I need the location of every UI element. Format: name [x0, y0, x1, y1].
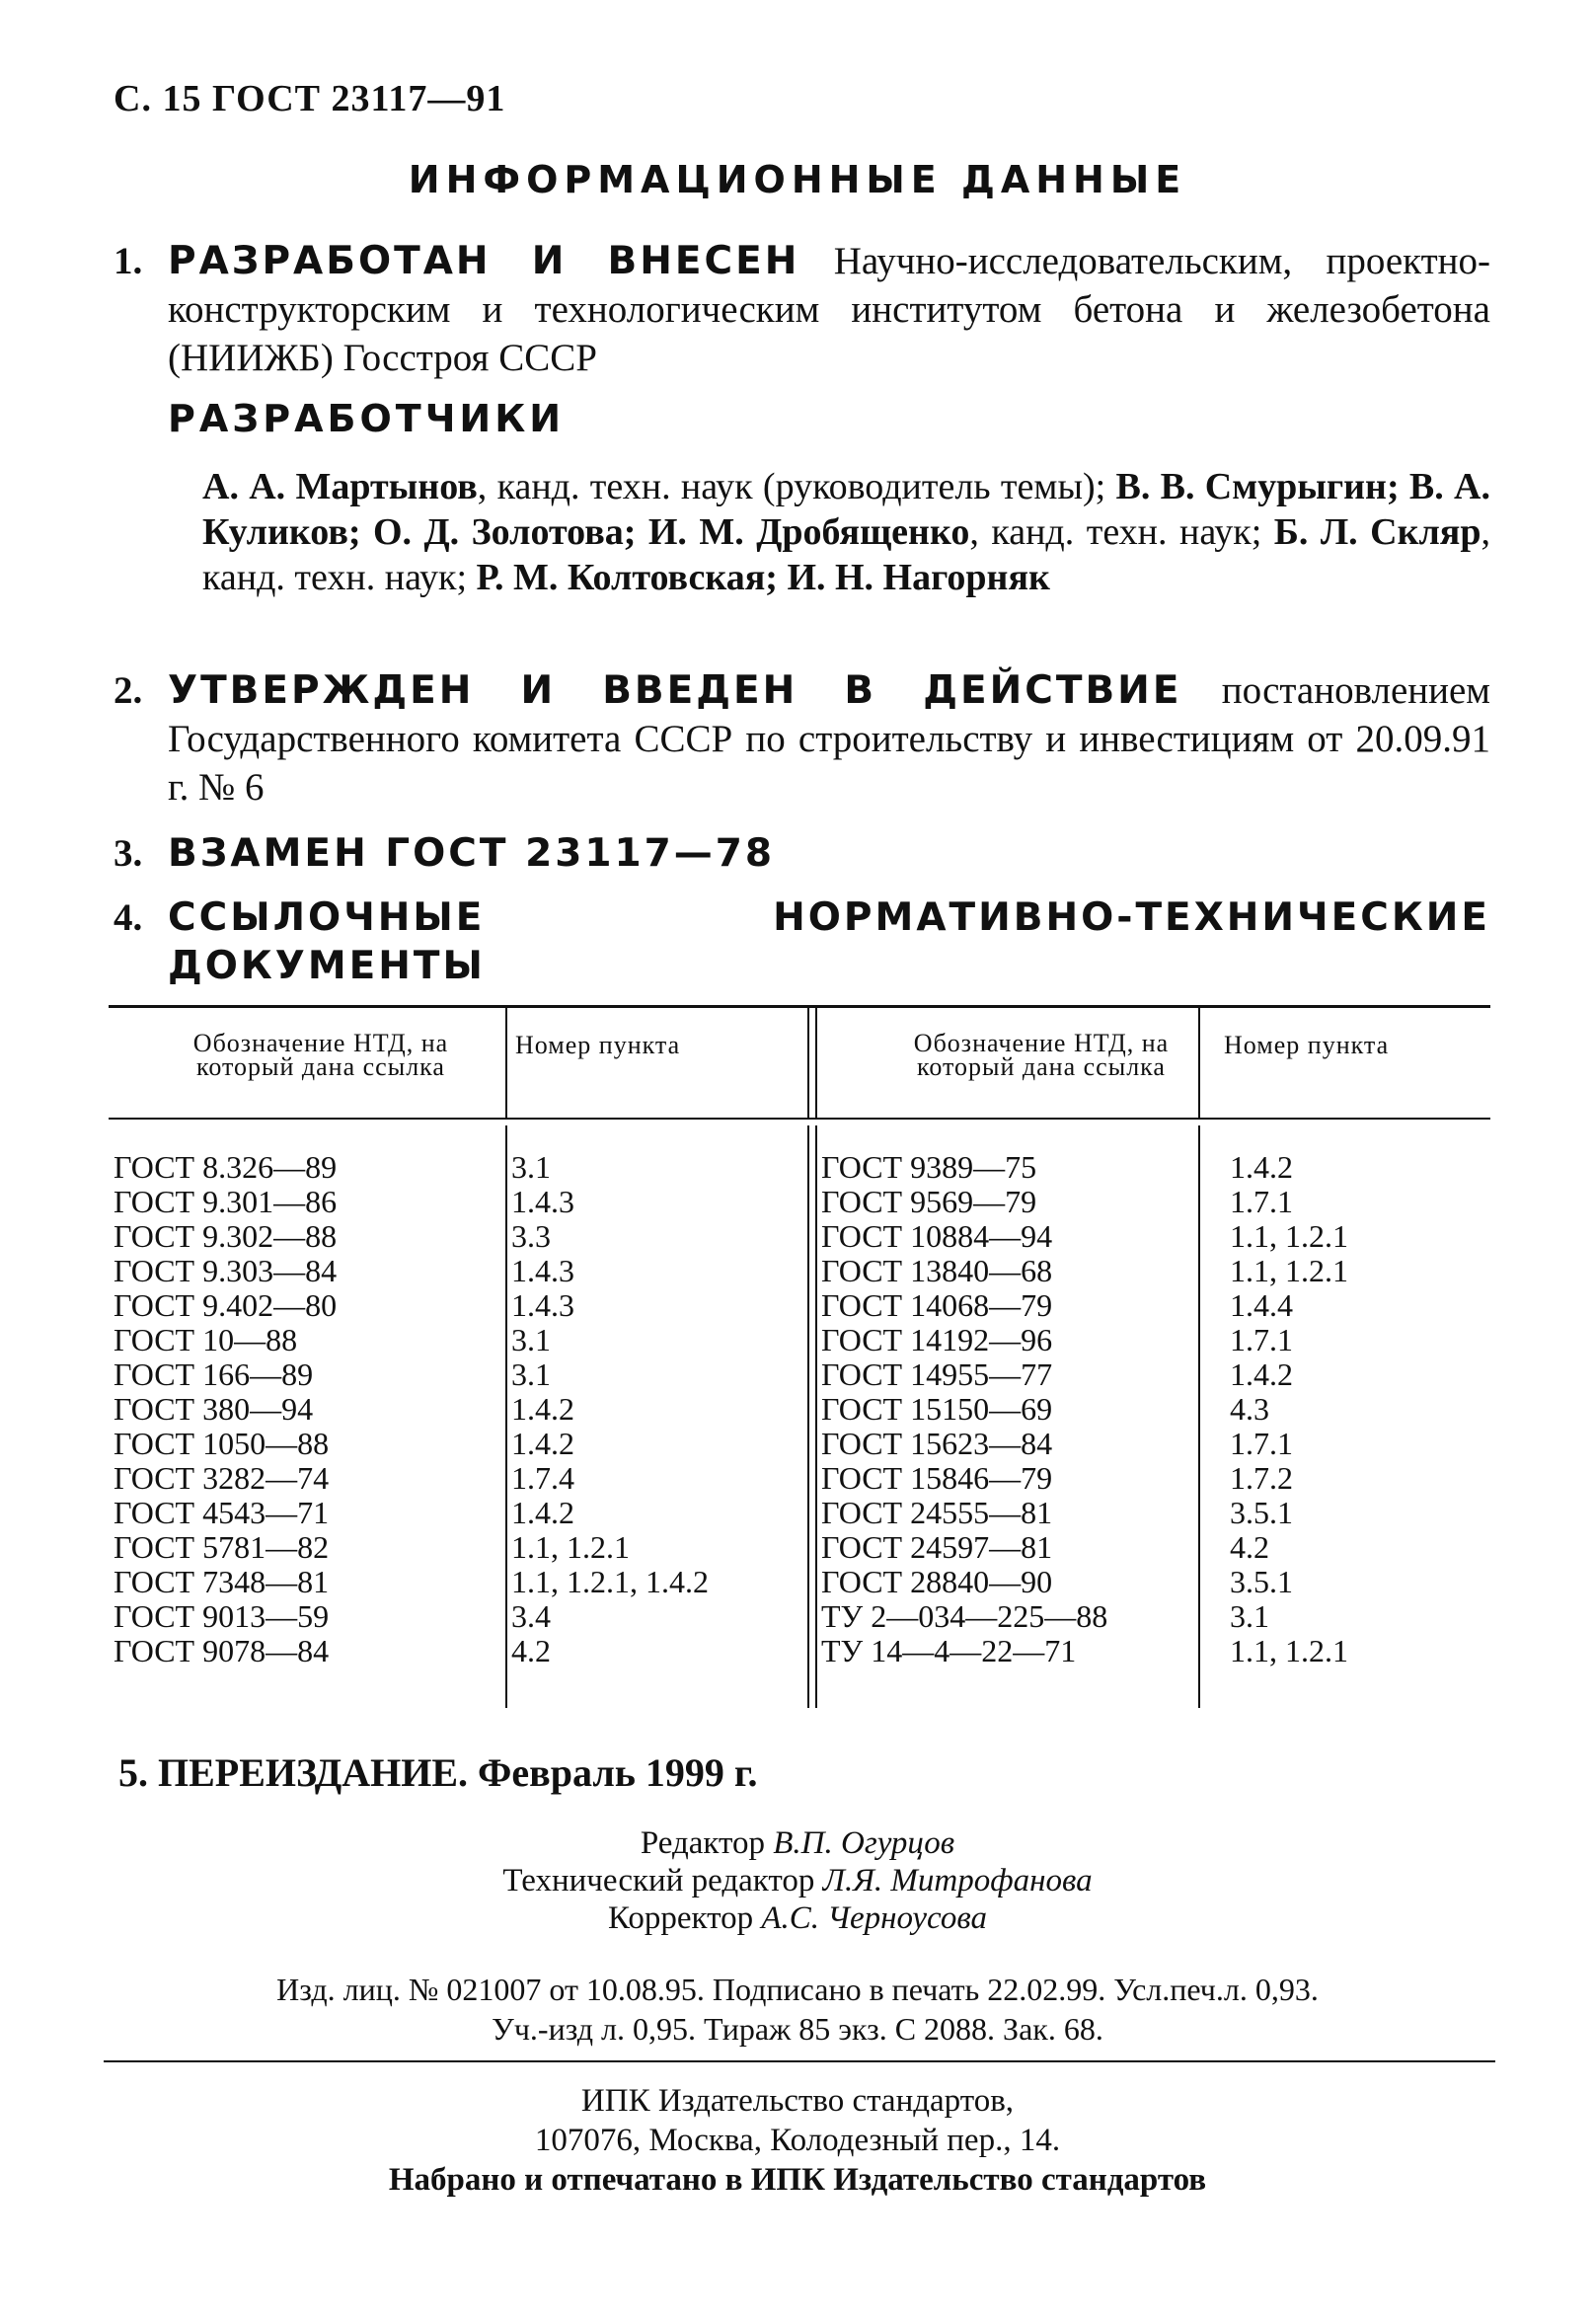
table-cell: 3.5.1: [1230, 1495, 1293, 1530]
publisher-block: [0, 2081, 1595, 2200]
table-cell: 3.1: [511, 1322, 551, 1357]
table-cell: 1.7.4: [511, 1460, 574, 1496]
table-cell: 3.1: [511, 1149, 551, 1185]
header-item-number-left: Номер пункта: [515, 1031, 681, 1059]
section-label: ССЫЛОЧНЫЕ НОРМАТИВНО-ТЕХНИЧЕСКИЕ ДОКУМЕНТЫ: [168, 895, 1490, 988]
table-cell: 1.1, 1.2.1, 1.4.2: [511, 1564, 709, 1599]
table-cell: ГОСТ 10—88: [114, 1322, 298, 1357]
table-cell: 4.3: [1230, 1391, 1269, 1427]
column-divider: [815, 1125, 817, 1708]
table-cell: ГОСТ 9013—59: [114, 1598, 330, 1634]
publisher-line: ИПК Издательство стандартов,: [580, 2083, 1015, 2119]
table-cell: ГОСТ 28840—90: [821, 1564, 1053, 1599]
section-label: УТВЕРЖДЕН И ВВЕДЕН В ДЕЙСТВИЕ: [168, 668, 1182, 713]
reissue-note: 5. ПЕРЕИЗДАНИЕ. Февраль 1999 г.: [118, 1750, 758, 1795]
editor-role: Редактор: [640, 1825, 774, 1861]
developers-list: [202, 464, 1490, 600]
editor-line: [0, 1824, 1595, 1862]
header-item-number-right: Номер пункта: [1224, 1031, 1390, 1059]
table-cell: ГОСТ 8.326—89: [114, 1149, 338, 1185]
section-number: 4.: [114, 896, 143, 939]
table-cell: ГОСТ 9389—75: [821, 1149, 1037, 1185]
section-number: 1.: [114, 240, 143, 282]
table-cell: ГОСТ 14192—96: [821, 1322, 1053, 1357]
table-cell: ГОСТ 9.303—84: [114, 1253, 338, 1288]
table-cell: 3.3: [511, 1218, 551, 1254]
table-header-rule: [109, 1118, 1490, 1120]
table-cell: ГОСТ 13840—68: [821, 1253, 1053, 1288]
proofreader-name: А.С. Черноусова: [761, 1900, 987, 1936]
table-cell: ГОСТ 1050—88: [114, 1426, 330, 1461]
proofreader-line: [0, 1899, 1595, 1937]
table-top-rule: [109, 1005, 1490, 1008]
column-divider: [815, 1007, 817, 1118]
section-label: РАЗРАБОТАН И ВНЕСЕН: [168, 239, 800, 283]
table-cell: ГОСТ 15623—84: [821, 1426, 1053, 1461]
table-cell: ГОСТ 14955—77: [821, 1356, 1053, 1392]
proofreader-role: Корректор: [608, 1900, 762, 1936]
table-cell: ГОСТ 166—89: [114, 1356, 314, 1392]
section-label: ВЗАМЕН ГОСТ 23117—78: [168, 831, 776, 876]
table-cell: 3.1: [511, 1356, 551, 1392]
table-cell: 3.4: [511, 1598, 551, 1634]
developer-name: В. В. Смурыгин; В. А. Куликов; О. Д. Золотова; И. М. Дробященко: [202, 466, 1490, 553]
table-cell: 1.1, 1.2.1: [1230, 1253, 1348, 1288]
table-cell: 1.7.2: [1230, 1460, 1293, 1496]
table-cell: ТУ 2—034—225—88: [821, 1598, 1108, 1634]
table-cell: 3.5.1: [1230, 1564, 1293, 1599]
header-designation-right: Обозначение НТД, на который дана ссылка: [913, 1029, 1170, 1081]
table-cell: 1.7.1: [1230, 1426, 1293, 1461]
section-number: 2.: [114, 669, 143, 712]
table-cell: 1.4.3: [511, 1253, 574, 1288]
table-cell: ГОСТ 9.402—80: [114, 1287, 338, 1323]
table-cell: 1.7.1: [1230, 1184, 1293, 1219]
table-cell: 1.4.2: [511, 1426, 574, 1461]
table-cell: 1.4.2: [511, 1391, 574, 1427]
table-cell: ГОСТ 24597—81: [821, 1529, 1053, 1565]
table-cell: 4.2: [1230, 1529, 1269, 1565]
table-cell: 3.1: [1230, 1598, 1269, 1634]
publisher-printed-note: Набрано и отпечатано в ИПК Издательство стандартов: [388, 2162, 1207, 2198]
column-divider: [505, 1125, 507, 1708]
table-cell: 1.4.2: [1230, 1149, 1293, 1185]
developer-name: Б. Л. Скляр: [1273, 511, 1481, 553]
tech-editor-line: [0, 1862, 1595, 1899]
developer-role: , канд. техн. наук;: [202, 511, 1490, 598]
table-cell: ГОСТ 14068—79: [821, 1287, 1053, 1323]
table-cell: 4.2: [511, 1633, 551, 1668]
editor-name: В.П. Огурцов: [773, 1825, 955, 1861]
table-cell: 1.1, 1.2.1: [511, 1529, 630, 1565]
table-cell: ГОСТ 9.302—88: [114, 1218, 338, 1254]
column-designation-left: [114, 1150, 337, 1668]
tech-editor-role: Технический редактор: [502, 1863, 823, 1898]
table-cell: 1.1, 1.2.1: [1230, 1633, 1348, 1668]
section-text: постановлением Государственного комитета СССР по строительству и инвестициям от 20.09.91 г. № 6: [168, 669, 1490, 809]
publisher-address: 107076, Москва, Колодезный пер., 14.: [534, 2123, 1061, 2158]
imprint-block: [0, 1970, 1595, 2049]
table-cell: 1.4.2: [511, 1495, 574, 1530]
developer-role: , канд. техн. наук (руководитель темы);: [477, 466, 1116, 507]
table-cell: ГОСТ 9569—79: [821, 1184, 1037, 1219]
table-cell: ГОСТ 3282—74: [114, 1460, 330, 1496]
column-divider: [807, 1007, 809, 1118]
section-reference-documents: [114, 893, 1490, 990]
section-replaces: [114, 829, 1490, 878]
column-divider: [807, 1125, 809, 1708]
table-cell: ГОСТ 24555—81: [821, 1495, 1053, 1530]
table-cell: 1.4.4: [1230, 1287, 1293, 1323]
developers-heading: РАЗРАБОТЧИКИ: [168, 397, 566, 440]
section-text: Научно-исследовательским, проектно-конструкторским и технологическим институтом бетона и железобетона (НИИЖБ) Госстроя СССР: [168, 240, 1490, 379]
section-approved: [114, 666, 1490, 812]
table-cell: ГОСТ 4543—71: [114, 1495, 330, 1530]
footer-rule: [104, 2060, 1495, 2062]
table-cell: 1.1, 1.2.1: [1230, 1218, 1348, 1254]
table-cell: ГОСТ 10884—94: [821, 1218, 1053, 1254]
editors-block: [0, 1824, 1595, 1937]
page-header: С. 15 ГОСТ 23117—91: [114, 78, 506, 119]
table-cell: ГОСТ 9078—84: [114, 1633, 330, 1668]
table-cell: 1.4.2: [1230, 1356, 1293, 1392]
table-cell: ГОСТ 15150—69: [821, 1391, 1053, 1427]
header-designation-left: Обозначение НТД, на который дана ссылка: [192, 1029, 449, 1081]
column-divider: [1198, 1125, 1200, 1708]
table-cell: 1.4.3: [511, 1184, 574, 1219]
imprint-line: Уч.-изд л. 0,95. Тираж 85 экз. С 2088. Зак. 68.: [492, 2011, 1103, 2047]
column-designation-right: [821, 1150, 1107, 1668]
table-cell: 1.7.1: [1230, 1322, 1293, 1357]
table-cell: ГОСТ 5781—82: [114, 1529, 330, 1565]
table-cell: 1.4.3: [511, 1287, 574, 1323]
section-developed-by: [114, 237, 1490, 382]
column-item-number-right: [1230, 1150, 1348, 1668]
table-cell: ГОСТ 15846—79: [821, 1460, 1053, 1496]
developer-role: , канд. техн. наук;: [969, 511, 1274, 553]
developer-name: Р. М. Колтовская; И. Н. Нагорняк: [476, 557, 1050, 598]
tech-editor-name: Л.Я. Митрофанова: [822, 1863, 1093, 1898]
column-item-number-left: [511, 1150, 709, 1668]
column-divider: [505, 1007, 507, 1118]
imprint-line: Изд. лиц. № 021007 от 10.08.95. Подписано в печать 22.02.99. Усл.печ.л. 0,93.: [276, 1972, 1319, 2007]
table-cell: ГОСТ 9.301—86: [114, 1184, 338, 1219]
table-cell: ТУ 14—4—22—71: [821, 1633, 1077, 1668]
column-divider: [1198, 1007, 1200, 1118]
table-cell: ГОСТ 7348—81: [114, 1564, 330, 1599]
table-cell: ГОСТ 380—94: [114, 1391, 314, 1427]
page-title: ИНФОРМАЦИОННЫЕ ДАННЫЕ: [408, 158, 1187, 201]
section-number: 3.: [114, 832, 143, 875]
developer-name: А. А. Мартынов: [202, 466, 478, 507]
